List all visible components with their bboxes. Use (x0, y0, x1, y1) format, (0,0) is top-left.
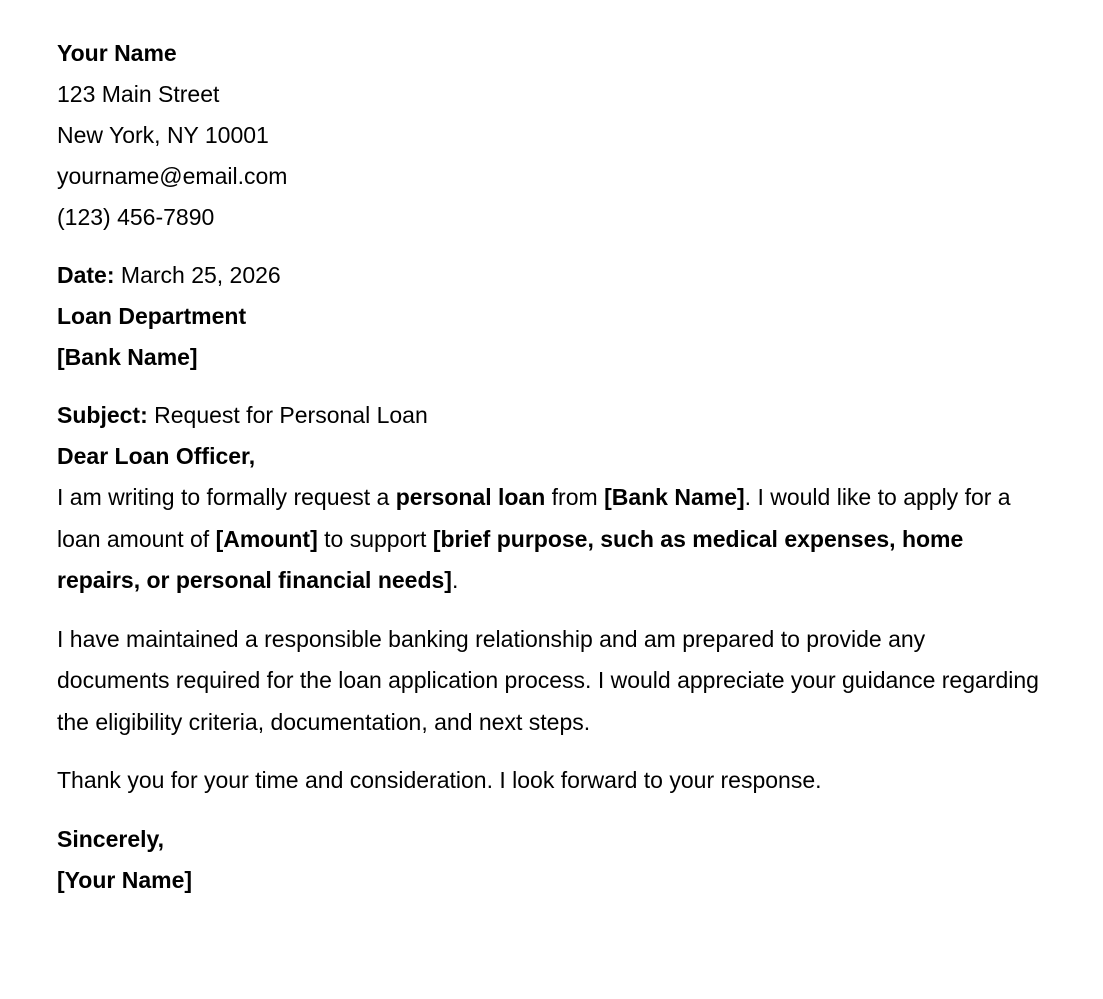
date-label: Date: (57, 262, 115, 288)
sender-address-line2: New York, NY 10001 (57, 122, 269, 148)
recipient-bank-name: [Bank Name] (57, 344, 198, 370)
sender-phone: (123) 456-7890 (57, 204, 215, 230)
recipient-block (57, 296, 1039, 378)
text-run: from (545, 484, 605, 510)
text-run: [Amount] (215, 525, 318, 552)
sender-address-line1: 123 Main Street (57, 81, 220, 107)
sender-block (57, 33, 1039, 238)
text-run: [brief purpose, such as medical expenses, home repairs, or personal financial needs] (57, 525, 964, 593)
subject-label: Subject: (57, 402, 148, 428)
text-run: I have maintained a responsible banking relationship and am prepared to provide any documents required for the loan application process. I would appreciate your guidance regarding the eligibility criteria, documentation, and next steps. (57, 625, 1039, 735)
text-run: I am writing to formally request a (57, 484, 396, 510)
subject-value: Request for Personal Loan (147, 402, 428, 428)
date-line (57, 255, 1039, 296)
body-paragraph-1 (57, 477, 1039, 602)
subject-line (57, 395, 1039, 436)
salutation: Dear Loan Officer, (57, 443, 256, 469)
body-paragraph-3 (57, 760, 1039, 802)
text-run: personal loan (395, 484, 546, 510)
closing-block (57, 819, 1039, 901)
text-run: . I would like to apply for a loan amount of (57, 484, 1011, 552)
date-value: March 25, 2026 (114, 262, 281, 288)
text-run: to support (317, 525, 433, 552)
body-paragraph-2 (57, 619, 1039, 744)
text-run: [Bank Name] (604, 484, 745, 510)
sender-name: Your Name (57, 40, 177, 66)
text-run: Thank you for your time and consideration. I look forward to your response. (57, 767, 822, 793)
recipient-department: Loan Department (57, 303, 247, 329)
closing-signature: [Your Name] (57, 866, 193, 893)
text-run: . (451, 567, 459, 593)
sender-email: yourname@email.com (57, 163, 288, 189)
closing-signoff: Sincerely, (57, 825, 164, 852)
